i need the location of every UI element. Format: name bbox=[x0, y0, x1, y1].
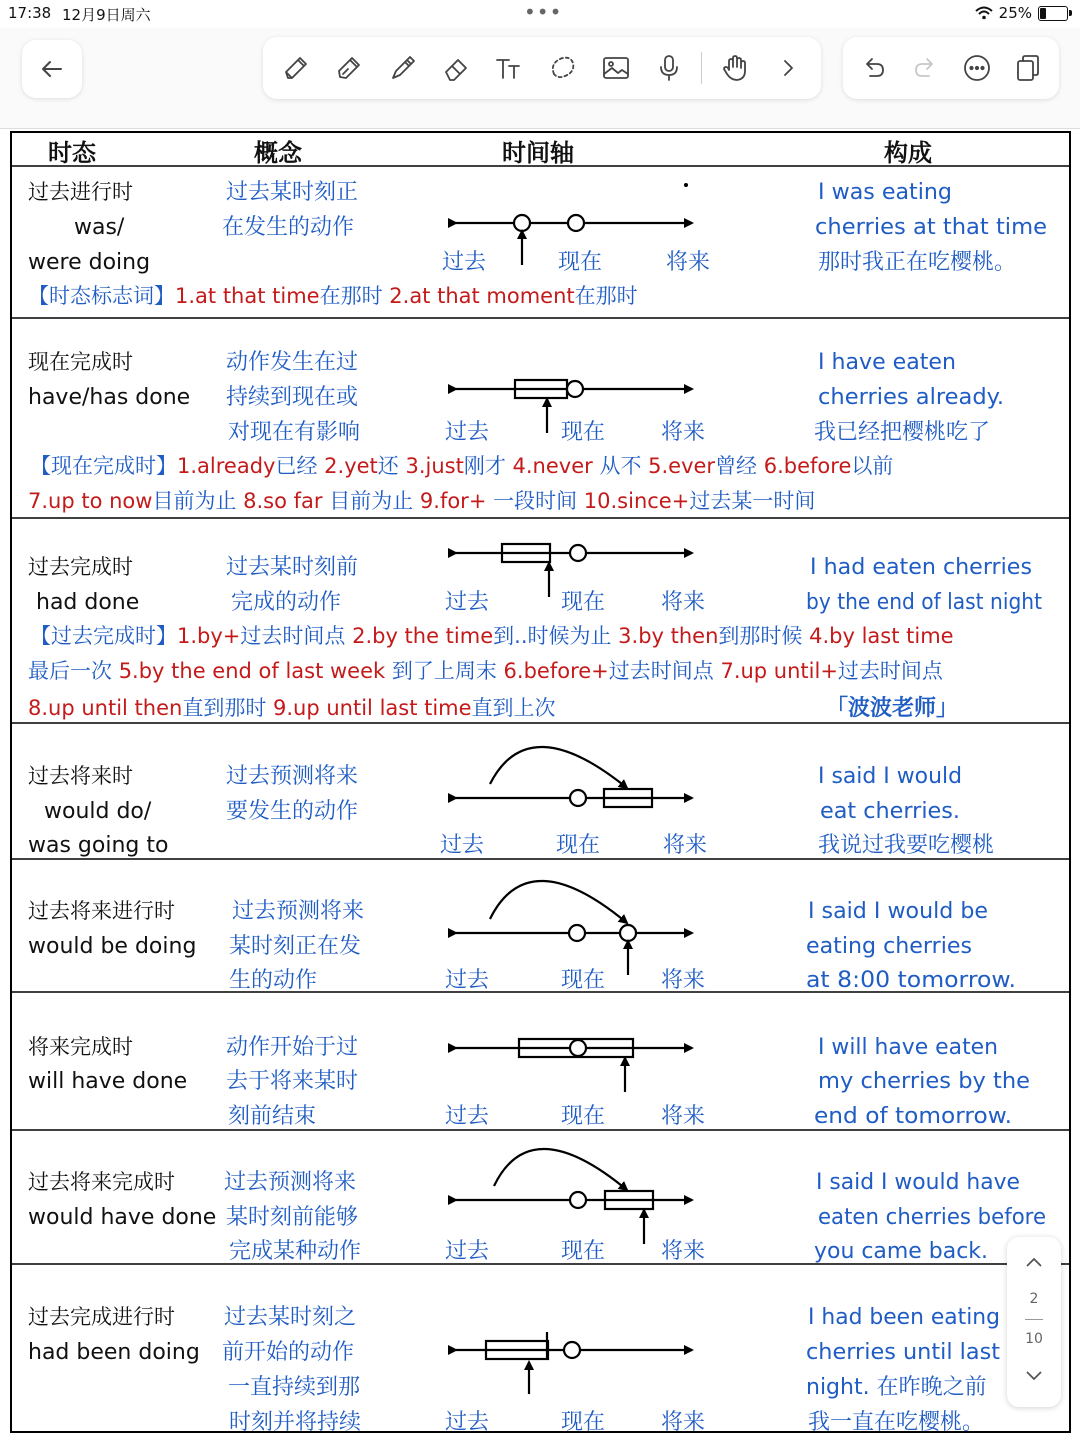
signal-words bbox=[30, 454, 893, 478]
signal-word: 5.ever bbox=[648, 454, 716, 478]
time-point-marker bbox=[570, 1040, 586, 1056]
toolbar bbox=[0, 28, 1080, 129]
tense-name: 过去将来进行时 bbox=[28, 899, 175, 923]
tense-name: was/ bbox=[74, 215, 125, 240]
highlighter-tool-button[interactable] bbox=[378, 43, 428, 93]
time-point-marker bbox=[620, 925, 636, 941]
fountain-pen-icon bbox=[333, 52, 365, 84]
axis-label-now: 现在 bbox=[557, 250, 603, 275]
page-navigator bbox=[1007, 1237, 1061, 1407]
signal-word: 1.by+ bbox=[177, 624, 241, 648]
time-point-marker bbox=[570, 545, 586, 561]
image-tool-button[interactable] bbox=[591, 43, 641, 93]
timeline-diagram bbox=[442, 215, 710, 275]
signal-word: 8.so far bbox=[243, 489, 323, 513]
signal-word: 4.never bbox=[512, 454, 593, 478]
signal-word: 2.yet bbox=[324, 454, 378, 478]
pen-tool-button[interactable] bbox=[271, 43, 321, 93]
axis-label-now: 现在 bbox=[560, 968, 606, 993]
battery-icon bbox=[1038, 6, 1068, 21]
tense-concept: 持续到现在或 bbox=[226, 385, 359, 410]
ink-dot bbox=[684, 183, 688, 187]
header-timeline: 时间轴 bbox=[502, 139, 574, 167]
example-sentence: eating cherries bbox=[806, 934, 972, 959]
example-sentence: you came back. bbox=[814, 1239, 988, 1264]
pages-icon bbox=[1012, 52, 1044, 84]
time-point-marker bbox=[570, 1192, 586, 1208]
tense-name: had been doing bbox=[28, 1340, 200, 1365]
signal-words bbox=[28, 284, 638, 308]
tense-concept: 对现在有影响 bbox=[228, 420, 361, 445]
signal-word: 一段时间 bbox=[486, 489, 584, 513]
example-sentence: 我说过我要吃樱桃 bbox=[818, 833, 995, 858]
signal-word: 直到上次 bbox=[471, 696, 556, 720]
signal-word: 过去时间点 bbox=[608, 659, 721, 683]
signal-word: 3.just bbox=[405, 454, 464, 478]
signal-word: 目前为止 bbox=[322, 489, 420, 513]
tense-name: 现在完成时 bbox=[28, 350, 133, 374]
signal-word: 10.since+ bbox=[583, 489, 690, 513]
lasso-tool-button[interactable] bbox=[537, 43, 587, 93]
image-icon bbox=[600, 52, 632, 84]
signal-word: 1.already bbox=[177, 454, 276, 478]
tense-concept: 过去预测将来 bbox=[226, 764, 359, 789]
tense-concept: 前开始的动作 bbox=[222, 1340, 355, 1365]
tense-name: 将来完成时 bbox=[28, 1035, 133, 1059]
signal-word: 过去时间点 bbox=[240, 624, 353, 648]
signal-word: 目前为止 bbox=[152, 489, 244, 513]
signal-word: 2.at that moment bbox=[389, 284, 575, 308]
hand-tool-button[interactable] bbox=[710, 43, 760, 93]
signal-word: 5.by the end of last week bbox=[118, 659, 386, 683]
header-form: 构成 bbox=[884, 139, 932, 167]
axis-label-future: 将来 bbox=[665, 250, 711, 275]
signal-word: 到那时候 bbox=[718, 624, 810, 648]
redo-button[interactable] bbox=[900, 43, 950, 93]
time-point-marker bbox=[569, 925, 585, 941]
tense-name: 过去将来完成时 bbox=[28, 1170, 175, 1194]
signal-word: 6.before bbox=[763, 454, 852, 478]
author-signature: 「波波老师」 bbox=[826, 696, 959, 721]
time-point-marker bbox=[570, 790, 586, 806]
lasso-icon bbox=[546, 52, 578, 84]
example-sentence: by the end of last night bbox=[806, 590, 1043, 615]
axis-label-now: 现在 bbox=[555, 833, 601, 858]
signal-word: 【时态标志词】 bbox=[28, 284, 175, 308]
tense-concept: 动作开始于过 bbox=[226, 1035, 359, 1060]
example-sentence: I said I would bbox=[818, 764, 962, 789]
chevron-right-icon bbox=[772, 52, 804, 84]
tense-concept: 去于将来某时 bbox=[226, 1069, 359, 1094]
tense-concept: 过去预测将来 bbox=[224, 1170, 357, 1195]
timeline-diagram bbox=[445, 1332, 705, 1435]
axis-label-past: 过去 bbox=[439, 833, 485, 858]
highlighter-icon bbox=[387, 52, 419, 84]
tense-name: were doing bbox=[28, 250, 151, 275]
signal-word: 直到那时 bbox=[182, 696, 274, 720]
example-sentence: end of tomorrow. bbox=[814, 1104, 1012, 1129]
example-sentence: at 8:00 tomorrow. bbox=[806, 968, 1016, 993]
axis-label-now: 现在 bbox=[560, 1104, 606, 1129]
axis-label-past: 过去 bbox=[444, 1410, 490, 1435]
timeline-diagram bbox=[445, 1149, 705, 1264]
arrow-left-icon bbox=[37, 54, 67, 84]
axis-label-future: 将来 bbox=[660, 420, 706, 445]
text-icon bbox=[493, 52, 525, 84]
axis-label-now: 现在 bbox=[560, 1239, 606, 1264]
axis-label-future: 将来 bbox=[660, 1410, 706, 1435]
drawing-tools bbox=[263, 37, 821, 99]
axis-label-future: 将来 bbox=[660, 590, 706, 615]
tense-concept: 过去某时刻正 bbox=[226, 180, 359, 205]
undo-button[interactable] bbox=[849, 43, 899, 93]
tense-concept: 过去某时刻前 bbox=[226, 555, 359, 580]
tense-name: 过去完成进行时 bbox=[28, 1305, 175, 1329]
axis-label-past: 过去 bbox=[444, 1239, 490, 1264]
more-tools-button[interactable] bbox=[763, 43, 813, 93]
signal-word: 【现在完成时】 bbox=[30, 454, 177, 478]
tense-name: have/has done bbox=[28, 385, 191, 410]
signal-word: 8.up until then bbox=[28, 696, 183, 720]
example-sentence: my cherries by the bbox=[818, 1069, 1030, 1094]
tense-concept: 完成的动作 bbox=[231, 590, 342, 615]
more-icon bbox=[961, 52, 993, 84]
axis-label-future: 将来 bbox=[662, 833, 708, 858]
axis-label-future: 将来 bbox=[660, 1104, 706, 1129]
status-bar bbox=[0, 0, 1080, 28]
timeline-diagram bbox=[445, 380, 705, 445]
total-pages: 10 bbox=[1025, 1331, 1043, 1347]
tense-concept: 过去某时刻之 bbox=[224, 1305, 357, 1330]
time-point-marker bbox=[568, 215, 584, 231]
axis-label-past: 过去 bbox=[444, 590, 490, 615]
signal-word: 以前 bbox=[851, 454, 894, 478]
redo-icon bbox=[909, 52, 941, 84]
status-date: 12月9日周六 bbox=[62, 6, 151, 24]
axis-label-future: 将来 bbox=[660, 1239, 706, 1264]
signal-word: 7.up to now bbox=[28, 489, 153, 513]
hand-icon bbox=[719, 52, 751, 84]
chevron-down-icon[interactable] bbox=[1024, 1365, 1044, 1385]
fountain-pen-tool-button[interactable] bbox=[324, 43, 374, 93]
document-actions bbox=[843, 37, 1059, 99]
timeline-diagram bbox=[445, 1039, 705, 1129]
signal-word: 6.before+ bbox=[503, 659, 609, 683]
signal-word: 从不 bbox=[592, 454, 649, 478]
example-sentence: cherries at that time bbox=[815, 215, 1047, 240]
current-page: 2 bbox=[1029, 1291, 1039, 1307]
pages-button[interactable] bbox=[1003, 43, 1053, 93]
axis-label-past: 过去 bbox=[441, 250, 487, 275]
signal-word: 还 bbox=[377, 454, 406, 478]
axis-label-past: 过去 bbox=[444, 968, 490, 993]
tense-concept: 动作发生在过 bbox=[226, 350, 359, 375]
chevron-up-icon[interactable] bbox=[1024, 1253, 1044, 1273]
header-tense: 时态 bbox=[48, 139, 96, 167]
signal-word: 在那时 bbox=[319, 284, 390, 308]
timeline-diagram bbox=[440, 747, 707, 858]
tense-name: 过去完成时 bbox=[28, 555, 133, 579]
example-sentence: I had eaten cherries bbox=[810, 555, 1032, 580]
time-point-marker bbox=[567, 381, 583, 397]
signal-word: 9.up until last time bbox=[273, 696, 472, 720]
signal-word: 过去某一时间 bbox=[689, 489, 816, 513]
multitask-dots-icon[interactable]: ••• bbox=[524, 0, 563, 24]
tense-concept: 生的动作 bbox=[229, 968, 318, 993]
signal-words bbox=[28, 696, 556, 720]
tense-name: would do/ bbox=[44, 799, 152, 824]
note-page[interactable] bbox=[0, 128, 1080, 1440]
signal-word: 刚才 bbox=[463, 454, 513, 478]
signal-words bbox=[30, 624, 954, 648]
signal-word: 2.by the time bbox=[352, 624, 494, 648]
tense-concept: 刻前结束 bbox=[228, 1104, 317, 1129]
example-sentence: I have eaten bbox=[818, 350, 956, 375]
signal-word: 9.for+ bbox=[419, 489, 487, 513]
eraser-tool-button[interactable] bbox=[431, 43, 481, 93]
signal-word: 曾经 bbox=[715, 454, 764, 478]
microphone-icon bbox=[653, 52, 685, 84]
prediction-arc bbox=[494, 1149, 627, 1190]
axis-label-past: 过去 bbox=[444, 1104, 490, 1129]
signal-word: 到了上周末 bbox=[385, 659, 504, 683]
tense-name: 过去将来时 bbox=[28, 764, 133, 788]
example-sentence: cherries already. bbox=[818, 385, 1004, 410]
microphone-tool-button[interactable] bbox=[644, 43, 694, 93]
signal-word: 到..时候为止 bbox=[493, 624, 619, 648]
tense-concept: 完成某种动作 bbox=[229, 1239, 362, 1264]
eraser-icon bbox=[440, 52, 472, 84]
text-tool-button[interactable] bbox=[484, 43, 534, 93]
axis-label-now: 现在 bbox=[560, 1410, 606, 1435]
wifi-icon bbox=[975, 6, 993, 20]
tense-concept: 一直持续到那 bbox=[228, 1375, 361, 1400]
signal-word: 已经 bbox=[275, 454, 325, 478]
example-sentence: I said I would be bbox=[808, 899, 988, 924]
signal-word: 【过去完成时】 bbox=[30, 624, 177, 648]
example-sentence: cherries until last bbox=[806, 1340, 1001, 1365]
tense-name: was going to bbox=[28, 833, 169, 858]
tense-concept: 要发生的动作 bbox=[226, 799, 359, 824]
axis-label-past: 过去 bbox=[444, 420, 490, 445]
tense-table bbox=[28, 139, 1047, 1435]
tense-concept: 在发生的动作 bbox=[222, 215, 355, 240]
tense-name: will have done bbox=[28, 1069, 188, 1094]
signal-word: 在那时 bbox=[574, 284, 638, 308]
back-button[interactable] bbox=[22, 40, 82, 98]
axis-label-now: 现在 bbox=[560, 420, 606, 445]
signal-word: 7.up until+ bbox=[720, 659, 838, 683]
header-concept: 概念 bbox=[254, 139, 302, 167]
example-sentence: I said I would have bbox=[816, 1170, 1020, 1195]
example-sentence: 那时我正在吃樱桃。 bbox=[818, 250, 1017, 275]
undo-icon bbox=[858, 52, 890, 84]
example-sentence: night. 在昨晚之前 bbox=[806, 1375, 987, 1400]
tense-concept: 某时刻正在发 bbox=[229, 934, 362, 959]
axis-label-now: 现在 bbox=[560, 590, 606, 615]
timeline-diagram bbox=[445, 881, 705, 993]
tense-concept: 时刻并将持续 bbox=[229, 1410, 362, 1435]
signal-word: 过去时间点 bbox=[837, 659, 943, 683]
status-time: 17:38 bbox=[8, 4, 52, 22]
battery-percent: 25% bbox=[998, 4, 1032, 22]
example-sentence: eaten cherries before bbox=[818, 1205, 1046, 1230]
tense-concept: 过去预测将来 bbox=[232, 899, 365, 924]
tense-name: had done bbox=[36, 590, 140, 615]
prediction-arc bbox=[490, 881, 627, 923]
signal-words bbox=[28, 659, 944, 683]
tense-concept: 某时刻前能够 bbox=[226, 1205, 359, 1230]
example-sentence: eat cherries. bbox=[820, 799, 960, 824]
signal-word: 最后一次 bbox=[28, 659, 119, 683]
example-sentence: 我已经把樱桃吃了 bbox=[814, 420, 991, 445]
signal-word: 4.by last time bbox=[809, 624, 954, 648]
example-sentence: 我一直在吃樱桃。 bbox=[808, 1410, 985, 1435]
more-button[interactable] bbox=[952, 43, 1002, 93]
tense-name: would have done bbox=[28, 1205, 217, 1230]
example-sentence: I will have eaten bbox=[818, 1035, 998, 1060]
signal-word: 3.by then bbox=[618, 624, 719, 648]
timeline-diagram bbox=[445, 544, 705, 615]
pen-icon bbox=[280, 52, 312, 84]
prediction-arc bbox=[490, 747, 627, 788]
time-point-marker bbox=[564, 1342, 580, 1358]
signal-words bbox=[28, 489, 815, 513]
tense-name: would be doing bbox=[28, 934, 197, 959]
tense-name: 过去进行时 bbox=[28, 180, 133, 204]
example-sentence: I was eating bbox=[818, 180, 952, 205]
axis-label-future: 将来 bbox=[660, 968, 706, 993]
example-sentence: I had been eating bbox=[808, 1305, 1000, 1330]
time-point-marker bbox=[514, 215, 530, 231]
signal-word: 1.at that time bbox=[175, 284, 320, 308]
